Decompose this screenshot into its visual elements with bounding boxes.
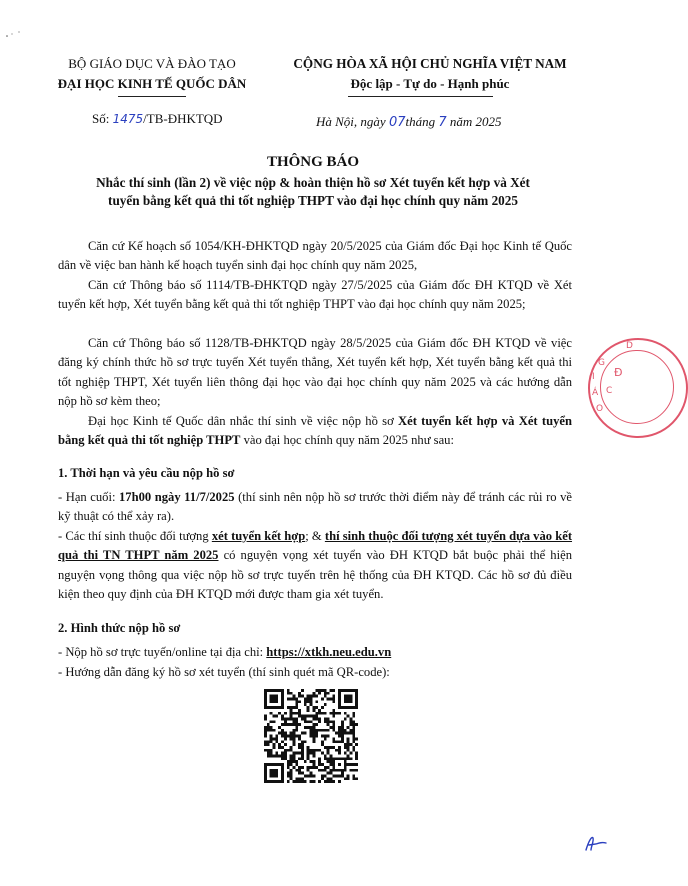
handwritten-initial — [583, 835, 609, 853]
header-underline-left — [118, 96, 186, 97]
national-motto: Độc lập - Tự do - Hạnh phúc — [350, 76, 510, 91]
document-title: THÔNG BÁO — [266, 154, 360, 170]
stamp-letter: C — [606, 386, 613, 396]
ministry-name: BỘ GIÁO DỤC VÀ ĐÀO TẠO — [68, 56, 236, 71]
submission-link[interactable]: https://xtkh.neu.edu.vn — [266, 645, 392, 659]
announcement-text-bold: Xét tuyển kết hợp và Xét tuyển bằng kết quả thi tốt nghiệp THPT — [58, 414, 572, 448]
date-day-handwritten: 07 — [388, 115, 406, 130]
announcement-text-c: vào đại học chính quy năm 2025 như sau: — [240, 433, 454, 448]
date-mid: tháng — [405, 114, 436, 129]
doc-number-suffix: /TB-ĐHKTQD — [143, 111, 223, 126]
country-name: CỘNG HÒA XÃ HỘI CHỦ NGHĨA VIỆT NAM — [293, 56, 567, 71]
section1-heading: 1. Thời hạn và yêu cầu nộp hồ sơ — [58, 466, 235, 480]
date-month-handwritten: 7 — [438, 115, 447, 130]
online-text: - Nộp hồ sơ trực tuyến/online tại địa chỉ: — [58, 645, 267, 659]
announcement-text-a: Đại học Kinh tế Quốc dân nhắc thí sinh về việc nộp hồ sơ — [88, 414, 399, 428]
header-underline-right — [348, 96, 493, 97]
date-suffix: năm 2025 — [449, 114, 502, 129]
section2-guide: - Hướng dẫn đăng ký hồ sơ xét tuyển (thí sinh quét mã QR-code): — [58, 665, 390, 679]
stamp-letter: Đ — [614, 366, 623, 379]
scan-specks — [4, 30, 24, 42]
doc-number-handwritten: 1475 — [112, 112, 144, 126]
requirement-thpt: thí sinh thuộc đối tượng xét tuyển dựa vào kết quả thi TN THPT năm 2025 — [58, 529, 573, 563]
requirement-text-a: - Các thí sinh thuộc đối tượng — [58, 529, 212, 543]
doc-number-prefix: Số: — [92, 111, 110, 126]
section1-requirement — [58, 527, 572, 604]
paragraph-basis-1: Căn cứ Kế hoạch số 1054/KH-ĐHKTQD ngày 20/5/2025 của Giám đốc Đại học Kinh tế Quốc dân về việc ban hành kế hoạch tuyển sinh đại học chính quy năm 2025, — [58, 239, 572, 273]
paragraph-announcement — [58, 412, 572, 451]
requirement-combined: xét tuyển kết hợp — [211, 529, 306, 543]
requirement-text-e: có nguyện vọng xét tuyển vào ĐH KTQD bắt buộc phải thể hiện nguyện vọng thông qua việc nộp hồ sơ trực tuyến trên hệ thống của ĐH KTQD. Các hồ sơ đủ điều kiện theo quy định của ĐH KTQD mới được tham gia xét tuyển. — [58, 548, 572, 601]
paragraph-basis-2: Căn cứ Thông báo số 1114/TB-ĐHKTQD ngày 27/5/2025 của Giám đốc ĐH KTQD về Xét tuyển kết hợp, Xét tuyển bằng kết quả thi tốt nghiệp THPT vào đại học chính quy năm 2025; — [58, 278, 572, 312]
document-number — [92, 111, 223, 127]
stamp-letter: Á — [592, 388, 599, 398]
date-prefix: Hà Nội, ngày — [316, 114, 386, 129]
stamp-letter: D — [626, 341, 633, 351]
paragraph-basis-3: Căn cứ Thông báo số 1128/TB-ĐHKTQD ngày 28/5/2025 của Giám đốc ĐH KTQD về việc đăng ký chính thức hồ sơ trực tuyến Xét tuyển thẳng, Xét tuyển kết hợp, Xét tuyển bằng kết quả thi tốt nghiệp THPT, Xét tuyển liên thông đại học vào đại học chính quy năm 2025 và các hướng dẫn nộp hồ sơ kèm theo; — [58, 336, 572, 408]
requirement-text-c: ; & — [305, 529, 325, 543]
deadline-text-a: - Hạn cuối: — [58, 490, 119, 504]
stamp-letter: O — [596, 404, 604, 414]
stamp-letter: I — [592, 372, 595, 382]
university-name: ĐẠI HỌC KINH TẾ QUỐC DÂN — [57, 76, 247, 91]
document-date — [316, 114, 502, 130]
document-subtitle-line1: Nhắc thí sinh (lần 2) về việc nộp & hoàn thiện hồ sơ Xét tuyển kết hợp và Xét — [96, 175, 530, 190]
deadline-date: 17h00 ngày 11/7/2025 — [119, 490, 235, 504]
deadline-text-c: (thí sinh nên nộp hồ sơ trước thời điểm này để tránh các rủi ro về kỹ thuật có thể xảy ra). — [58, 490, 572, 524]
document-subtitle-line2: tuyển bằng kết quả thi tốt nghiệp THPT vào đại học chính quy năm 2025 — [108, 193, 518, 208]
section2-online — [58, 643, 572, 662]
section1-deadline — [58, 488, 572, 527]
section2-heading: 2. Hình thức nộp hồ sơ — [58, 621, 181, 635]
official-stamp — [588, 338, 688, 438]
qr-code[interactable] — [264, 689, 358, 783]
stamp-letter: G — [598, 358, 605, 368]
